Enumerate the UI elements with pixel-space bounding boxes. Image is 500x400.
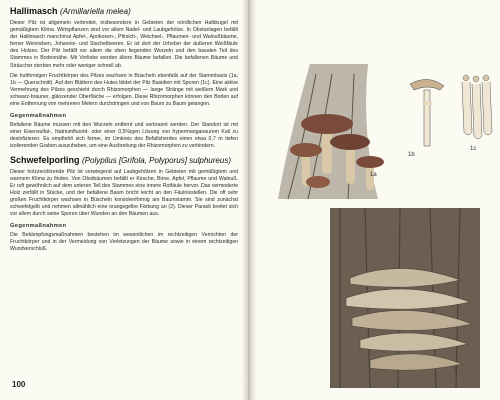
section1-measures-title: Gegenmaßnahmen <box>10 113 67 120</box>
label-2: 2 <box>454 368 458 374</box>
basidium <box>482 82 492 135</box>
hallimasch-illustration <box>258 54 500 204</box>
section2-measures-text: Die Bekämpfungsmaßnahmen bestehen im wesentlichen im rechtzeitigen Vernichten der Fruchtkörper und in der Vermeidung von Verletzungen der Bäume sowie in einem rechtzeitigen Wundverschluß. <box>10 232 238 253</box>
section2-paragraph-1: Dieser holzzerstörende Pilz ist vorwiegend auf Laubgehölzen in Gebieten mit gemäßigtem und warmem Klima zu finden. Von Obstbäumen befällt er Kirsche, Birne, Apfel, Pflaume und Walnuß. Er ruft gewöhnlich auf dem unteren Teil des Stammes eine innere Rotfäule hervor. Das vermoderte Holz zerfällt in Stücke, und der befallene Baum bricht leicht an den Fäulnisstellen. Die oft sehr großen Fruchtkörper wachsen in Büscheln konsolenförmig am Baumstamm. Sie sind zunächst schwefelgelb und nehmen allmählich eine orangegelbe Färbung an (2). Dieser Parasit breitet sich vor allem durch seine Sporen über Wunden an den Bäumen aus. <box>10 168 238 218</box>
left-page <box>10 6 238 394</box>
schwefelporling-illustration <box>320 208 500 388</box>
mushroom-cap <box>356 156 384 168</box>
mushroom-cap <box>306 176 330 188</box>
basidium <box>462 82 472 135</box>
spore <box>473 76 479 82</box>
section1-title: Hallimasch <box>10 6 58 16</box>
basidium <box>472 84 482 139</box>
mushroom-cross-section-1b <box>410 79 444 146</box>
section2-latin-name: (Polypilus [Grifola, Polyporus] sulphureus) <box>82 155 231 165</box>
book-gutter <box>242 0 256 400</box>
section1-paragraph-2: Die hutförmigen Fruchtkörper des Pilzes wachsen in Büscheln ebenfalls auf der Stammbasis (1a; 1b — Querschnitt). Auf den Blättern des Hutes bildet der Pilz Basidien mit Sporen (1c). Eine aktive Vermehrung des Pilzes geschieht durch Rhizomorphen — lange Stränge mit weißem Mark und schwarz-brauner, glänzender Oberfläche — erfolgen. Diese Rhizomorphen können den Boden auf eine Entfernung von mehreren Metern durchdringen und von Baum zu Baum gelangen. <box>10 72 238 108</box>
cap-section <box>410 79 444 90</box>
section2-measures-title: Gegenmaßnahmen <box>10 223 67 230</box>
right-page <box>258 0 500 400</box>
section-title-hallimasch <box>10 6 238 17</box>
section1-measures-text: Befallene Bäume müssen mit den Wurzeln entfernt und verbrannt werden. Der Standort ist mit einer Eisensulfat-, Natriumfluorid- oder einer 0,5%igen Lösung von hypermanganaurem Kali zu desinfizieren. Es empfiehlt sich ferner, im Umkreis des Befallsherdes einen etwa 0,7 m tiefen isolierenden Graben auszuheben, um eine Ausbreitung der Rhizomorphen zu verhindern. <box>10 122 238 150</box>
figure-hallimasch <box>258 54 500 204</box>
label-1a: 1a <box>370 172 377 178</box>
section2-title: Schwefelporling <box>10 154 80 165</box>
label-1b: 1b <box>408 152 415 158</box>
spore <box>463 75 469 81</box>
section1-paragraph-1: Dieser Pilz ist allgemein verbreitet, insbesondere in Gebieten der nördlichen Halbkugel mit gemäßigtem Klima. Wirtspflanzen sind vor allem Nadel- und Laubgehölze. In Obstanlagen befällt der Hallimasch manchmal Apfel-, Aprikosen-, Pfirsich-, Weichsel-, Pflaumen- und Walnußbäume, ferner Weinreben, Johannis- und Stachelbeeren. Er ist dort der Urheber der äußeren Weißfäule des Holzes. Der Pilz befällt vor allem die oben liegenden Wurzeln und den basalen Teil des Stammes in Bodennähe. Mit Vorliebe werden ältere Bäume befallen. Die befallenen Bäume und Sträucher sterben mehr oder weniger schnell ab. <box>10 20 238 69</box>
mushroom-cap <box>330 134 370 150</box>
figure-schwefelporling <box>320 208 500 388</box>
section-title-schwefelporling <box>10 155 238 166</box>
ring-section <box>422 102 432 105</box>
spore <box>483 75 489 81</box>
mushroom-cap <box>301 114 353 134</box>
label-1c: 1c <box>470 146 477 152</box>
page-number: 100 <box>12 380 26 389</box>
section1-latin-name: (Armillariella melea) <box>60 7 131 16</box>
basidia-1c <box>462 75 492 139</box>
mushroom-cap <box>290 143 322 157</box>
stem-section <box>424 90 430 146</box>
